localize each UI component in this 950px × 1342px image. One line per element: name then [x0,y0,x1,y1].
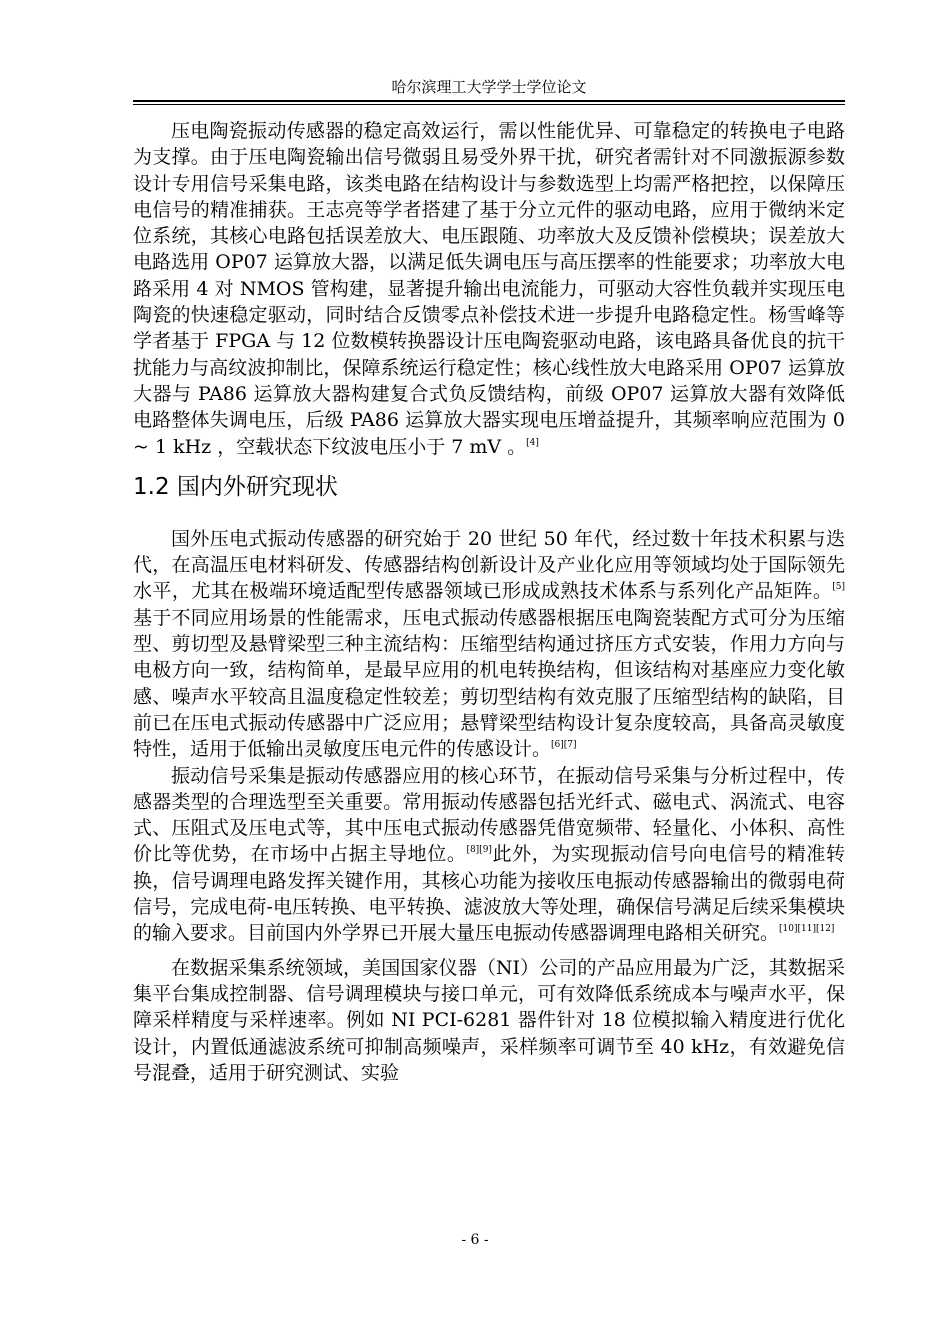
paragraph [133,763,845,947]
running-header: 哈尔滨理工大学学士学位论文 [391,78,587,96]
header-rule-thin [133,104,845,105]
paragraph-text: 基于不同应用场景的性能需求，压电式振动传感器根据压电陶瓷装配方式可分为压缩型、剪切型及悬臂梁型三种主流结构：压缩型结构通过挤压方式安装，作用力方向与电极方向一致，结构简单，是最早应用的机电转换结构，但该结构对基座应力变化敏感、噪声水平较高且温度稳定性较差；剪切型结构有效克服了压缩型结构的缺陷，目前已在压电式振动传感器中广泛应用；悬臂梁型结构设计复杂度较高，具备高灵敏度特性，适用于低输出灵敏度压电元件的传感设计。 [133,606,845,761]
paragraph-text: 国外压电式振动传感器的研究始于 20 世纪 50 年代，经过数十年技术积累与迭代，在高温压电材料研发、传感器结构创新设计及产业化应用等领域均处于国际领先水平，尤其在极端环境适配型传感器领域已形成成熟技术体系与系列化产品矩阵。 [133,527,845,603]
section-heading: 1.2 国内外研究现状 [133,473,338,500]
paragraph-text: 在数据采集系统领域，美国国家仪器（NI）公司的产品应用最为广泛，其数据采集平台集成控制器、信号调理模块与接口单元，可有效降低系统成本与噪声水平，保障采样精度与采样速率。例如 NI PCI-6281 器件针对 18 位模拟输入精度进行优化设计，内置低通滤波系统可抑制高频噪声，采样频率可调节至 40 kHz，有效避免信号混叠，适用于研究测试、实验 [133,956,845,1084]
citation: [4] [526,437,539,448]
paragraph-text: 此外，为实现振动信号向电信号的精准转换，信号调理电路发挥关键作用，其核心功能为接收压电振动传感器输出的微弱电荷信号，完成电荷-电压转换、电平转换、滤波放大等处理，确保信号满足后续采集模块的输入要求。目前国内外学界已开展大量压电振动传感器调理电路相关研究。 [133,843,845,945]
header-rule [133,100,845,102]
page-number: - 6 - [461,1232,489,1248]
citation: [6][7] [551,740,577,751]
paragraph [133,955,845,1086]
citation: [10][11][12] [779,924,835,935]
citation: [5] [832,582,845,593]
paragraph-text: 振动信号采集是振动传感器应用的核心环节，在振动信号采集与分析过程中，传感器类型的合理选型至关重要。常用振动传感器包括光纤式、磁电式、涡流式、电容式、压阻式及压电式等，其中压电式振动传感器凭借宽频带、轻量化、小体积、高性价比等优势，在市场中占据主导地位。 [133,764,845,866]
body-text [133,118,845,1086]
citation: [8][9] [466,845,492,856]
paragraph [133,118,845,460]
paragraph-text: 压电陶瓷振动传感器的稳定高效运行，需以性能优异、可靠稳定的转换电子电路为支撑。由于压电陶瓷输出信号微弱且易受外界干扰，研究者需针对不同激振源参数设计专用信号采集电路，该类电路在结构设计与参数选型上均需严格把控，以保障压电信号的精准捕获。王志亮等学者搭建了基于分立元件的驱动电路，应用于微纳米定位系统，其核心电路包括误差放大、电压跟随、功率放大及反馈补偿模块；误差放大电路选用 OP07 运算放大器，以满足低失调电压与高压摆率的性能要求；功率放大电路采用 4 对 NMOS 管构建，显著提升输出电流能力，可驱动大容性负载并实现压电陶瓷的快速稳定驱动，同时结合反馈零点补偿技术进一步提升电路稳定性。杨雪峰等学者基于 FPGA 与 12 位数模转换器设计压电陶瓷驱动电路，该电路具备优良的抗干扰能力与高纹波抑制比，保障系统运行稳定性；核心线性放大电路采用 OP07 运算放大器与 PA86 运算放大器构建复合式负反馈结构，前级 OP07 运算放大器有效降低电路整体失调电压，后级 PA86 运算放大器实现电压增益提升，其频率响应范围为 0 ~ 1 kHz ，空载状态下纹波电压小于 7 mV 。 [133,120,845,458]
paragraph [133,526,845,763]
